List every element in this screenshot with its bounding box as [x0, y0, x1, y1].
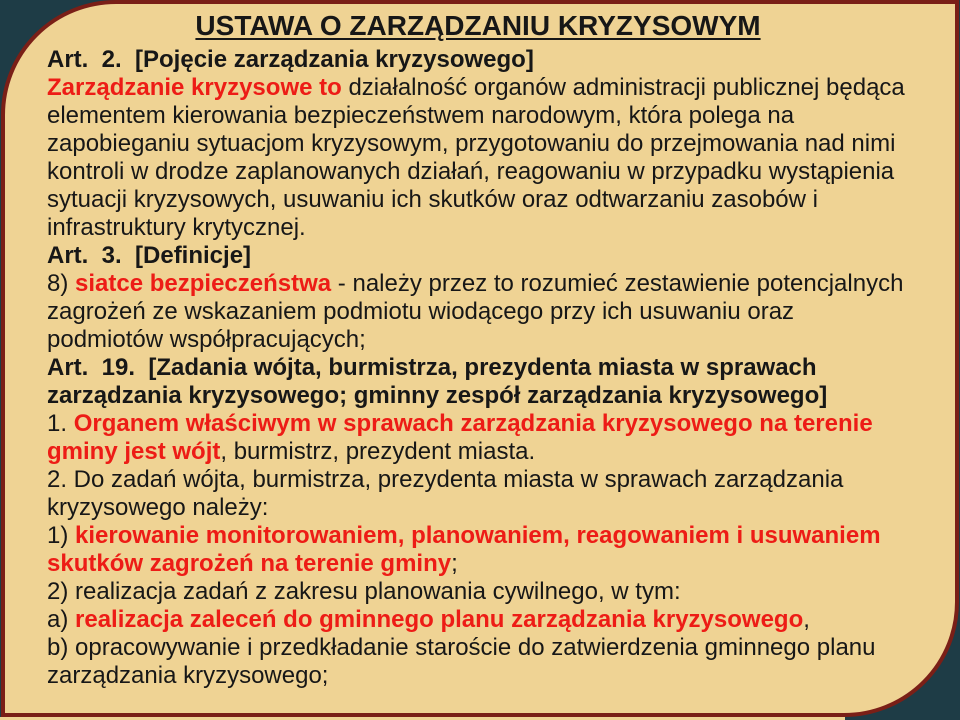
- paragraph: [47, 606, 909, 634]
- text-segment: Zarządzanie kryzysowe to: [47, 74, 349, 101]
- text-segment: 2. Do zadań wójta, burmistrza, prezydenta miasta w sprawach zarządzania kryzysowego należy:: [47, 466, 851, 521]
- text-segment: a): [47, 606, 76, 633]
- text-segment: działalność organów administracji publicznej będąca elementem kierowania bezpieczeństwem narodowym, która polega na zapobieganiu sytuacjom kryzysowym, przygotowaniu do przejmowania nad nimi kontroli w drodze zaplanowanych działań, reagowaniu w przypadku wystąpienia sytuacji kryzysowych, usuwaniu ich skutków oraz odtwarzaniu zasobów i infrastruktury krytycznej.: [47, 74, 912, 241]
- text-segment: Art. 3. [Definicje]: [47, 242, 252, 269]
- text-segment: Organem właściwym w sprawach zarządzania kryzysowego na terenie gminy jest wójt: [47, 410, 880, 465]
- text-segment: b) opracowywanie i przedkładanie staroście do zatwierdzenia gminnego planu zarządzania kryzysowego;: [47, 634, 883, 689]
- text-segment: 8): [47, 270, 76, 297]
- paragraph: [47, 522, 909, 578]
- paragraph: [47, 578, 909, 606]
- text-segment: ;: [451, 550, 458, 577]
- paragraph: [47, 354, 909, 410]
- slide-title: USTAWA O ZARZĄDZANIU KRYZYSOWYM: [195, 10, 761, 41]
- text-segment: 1.: [47, 410, 74, 437]
- paragraph: [47, 466, 909, 522]
- paragraph: [47, 410, 909, 466]
- text-segment: 1): [47, 522, 76, 549]
- text-segment: Art. 2. [Pojęcie zarządzania kryzysowego]: [47, 46, 534, 73]
- text-segment: - należy przez to rozumieć zestawienie potencjalnych zagrożeń ze wskazaniem podmiotu wiodącego przy ich usuwaniu oraz podmiotów współpracujących;: [47, 270, 911, 353]
- text-segment: ,: [803, 606, 810, 633]
- text-segment: , burmistrz, prezydent miasta.: [220, 438, 536, 465]
- paragraph: [47, 242, 909, 270]
- text-segment: realizacja zaleceń do gminnego planu zarządzania kryzysowego: [75, 606, 804, 633]
- paragraph: [47, 270, 909, 354]
- paragraph: [47, 74, 912, 242]
- text-segment: kierowanie monitorowaniem, planowaniem, reagowaniem i usuwaniem skutków zagrożeń na terenie gminy: [47, 522, 888, 577]
- paragraph: [47, 46, 909, 74]
- text-segment: Art. 19. [Zadania wójta, burmistrza, prezydenta miasta w sprawach zarządzania kryzysowego; gminny zespół zarządzania kryzysowego]: [47, 354, 828, 409]
- slide-frame: [1, 0, 959, 717]
- text-segment: 2) realizacja zadań z zakresu planowania cywilnego, w tym:: [47, 578, 681, 605]
- slide-body: [47, 46, 912, 690]
- text-segment: siatce bezpieczeństwa: [75, 270, 332, 297]
- paragraph: [47, 634, 909, 690]
